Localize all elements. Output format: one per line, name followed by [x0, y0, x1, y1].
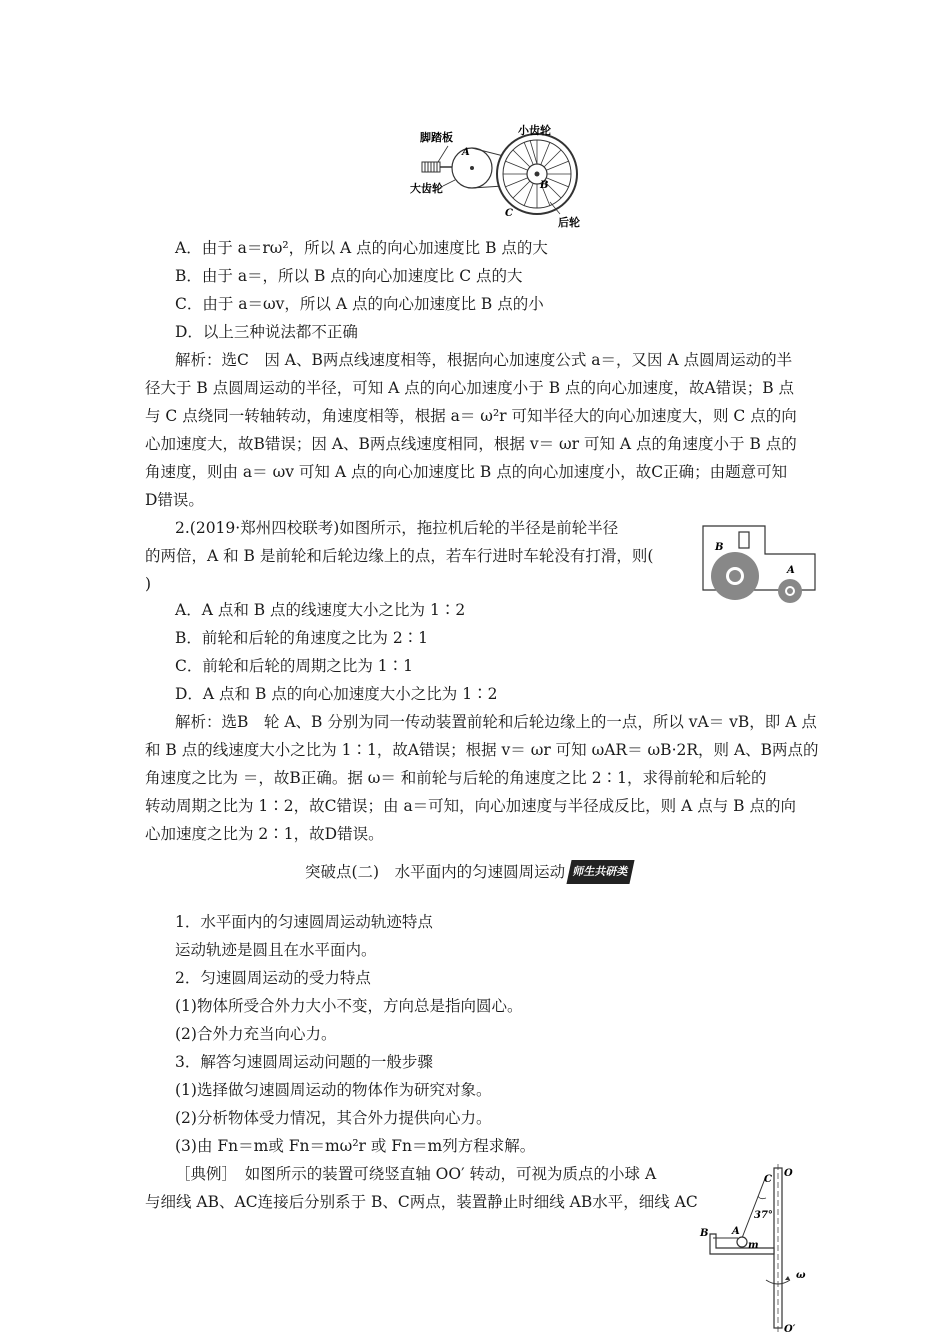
section-badge: 师生共研类 [567, 860, 635, 884]
label-a: A [732, 1226, 740, 1237]
label-small-gear: 小齿轮 [518, 124, 551, 137]
label-o: O [784, 1168, 793, 1179]
section-heading [305, 860, 632, 884]
q2-analysis-line: 解析：选B 轮 A、B 分别为同一传动装置前轮和后轮边缘上的一点，所以 vA＝ vB，即 A 点 [175, 713, 817, 731]
q2-analysis-line: 和 B 点的线速度大小之比为 1∶1，故A错误；根据 v＝ ωr 可知 ωAR＝ ωB·2R，则 A、B两点的 [145, 741, 819, 759]
label-point-b: B [540, 180, 549, 191]
label-point-a: A [462, 147, 470, 158]
q2-option-a: A．A 点和 B 点的线速度大小之比为 1∶2 [175, 601, 466, 619]
label-point-b: B [715, 542, 724, 553]
point-line: (1)选择做匀速圆周运动的物体作为研究对象。 [175, 1081, 492, 1099]
point-line: (2)分析物体受力情况，其合外力提供向心力。 [175, 1109, 492, 1127]
q1-analysis-line: 解析：选C 因 A、B两点线速度相等，根据向心加速度公式 a＝，又因 A 点圆周运动的半 [175, 351, 793, 369]
label-m: m [748, 1240, 759, 1251]
bicycle-figure [410, 122, 590, 232]
tractor-figure [695, 518, 820, 608]
q1-option-c: C．由于 a＝ωv，所以 A 点的向心加速度比 B 点的小 [175, 295, 544, 313]
label-big-gear: 大齿轮 [410, 182, 443, 195]
q2-analysis-line: 转动周期之比为 1∶2，故C错误；由 a＝可知，向心加速度与半径成反比，则 A 点与 B 点的向 [145, 797, 796, 815]
q2-stem-line: 的两倍，A 和 B 是前轮和后轮边缘上的点，若车行进时车轮没有打滑，则( [145, 547, 654, 565]
q1-analysis-line: 心加速度大，故B错误；因 A、B两点线速度相同，根据 v＝ ωr 可知 A 点的角速度小于 B 点的 [145, 435, 797, 453]
q1-option-a: A．由于 a＝rω²，所以 A 点的向心加速度比 B 点的大 [175, 239, 548, 257]
q2-stem-line: ) [145, 575, 152, 593]
q2-option-d: D．A 点和 B 点的向心加速度大小之比为 1∶2 [175, 685, 498, 703]
q1-option-b: B．由于 a＝，所以 B 点的向心加速度比 C 点的大 [175, 267, 523, 285]
label-c: C [764, 1174, 772, 1185]
q2-analysis-line: 角速度之比为 ＝，故B正确。据 ω＝ 和前轮与后轮的角速度之比 2∶1，求得前轮和后轮的 [145, 769, 767, 787]
q1-analysis-line: 角速度，则由 a＝ ωv 可知 A 点的向心加速度比 B 点的向心加速度小，故C正确；由题意可知 [145, 463, 788, 481]
label-o-prime: O′ [784, 1324, 796, 1334]
point-line: 2．匀速圆周运动的受力特点 [175, 969, 371, 987]
point-line: (2)合外力充当向心力。 [175, 1025, 337, 1043]
section-title: 突破点(二) 水平面内的匀速圆周运动 [305, 863, 566, 881]
example-line: ［典例］ 如图所示的装置可绕竖直轴 OO′ 转动，可视为质点的小球 A [175, 1165, 657, 1183]
rear-wheel [497, 134, 577, 214]
point-line: 运动轨迹是圆且在水平面内。 [175, 941, 377, 959]
point-line: 1．水平面内的匀速圆周运动轨迹特点 [175, 913, 433, 931]
q1-analysis-line: 径大于 B 点圆周运动的半径，可知 A 点的向心加速度小于 B 点的向心加速度，故A错误；B 点 [145, 379, 795, 397]
q2-option-c: C．前轮和后轮的周期之比为 1∶1 [175, 657, 414, 675]
label-point-c: C [505, 208, 513, 219]
q2-option-b: B．前轮和后轮的角速度之比为 2∶1 [175, 629, 429, 647]
q2-analysis-line: 心加速度之比为 2∶1，故D错误。 [145, 825, 384, 843]
label-point-a: A [787, 565, 795, 576]
label-b: B [700, 1228, 709, 1239]
label-rear-wheel: 后轮 [558, 216, 580, 229]
point-line: (3)由 Fn＝m或 Fn＝mω²r 或 Fn＝m列方程求解。 [175, 1137, 536, 1155]
label-pedal: 脚踏板 [420, 131, 453, 144]
label-omega: ω [796, 1270, 806, 1281]
q1-option-d: D．以上三种说法都不正确 [175, 323, 358, 341]
point-line: (1)物体所受合外力大小不变，方向总是指向圆心。 [175, 997, 523, 1015]
q1-analysis-line: D错误。 [145, 491, 204, 509]
rotating-device-figure [698, 1162, 818, 1334]
label-angle: 37° [754, 1210, 773, 1221]
ball-a [737, 1237, 747, 1247]
example-line: 与细线 AB、AC连接后分别系于 B、C两点，装置静止时细线 AB水平，细线 AC [145, 1193, 698, 1211]
q1-analysis-line: 与 C 点绕同一转轴转动，角速度相等，根据 a＝ ω²r 可知半径大的向心加速度大，则 C 点的向 [145, 407, 797, 425]
point-line: 3．解答匀速圆周运动问题的一般步骤 [175, 1053, 433, 1071]
q2-stem-line: 2.(2019·郑州四校联考)如图所示，拖拉机后轮的半径是前轮半径 [175, 519, 619, 537]
